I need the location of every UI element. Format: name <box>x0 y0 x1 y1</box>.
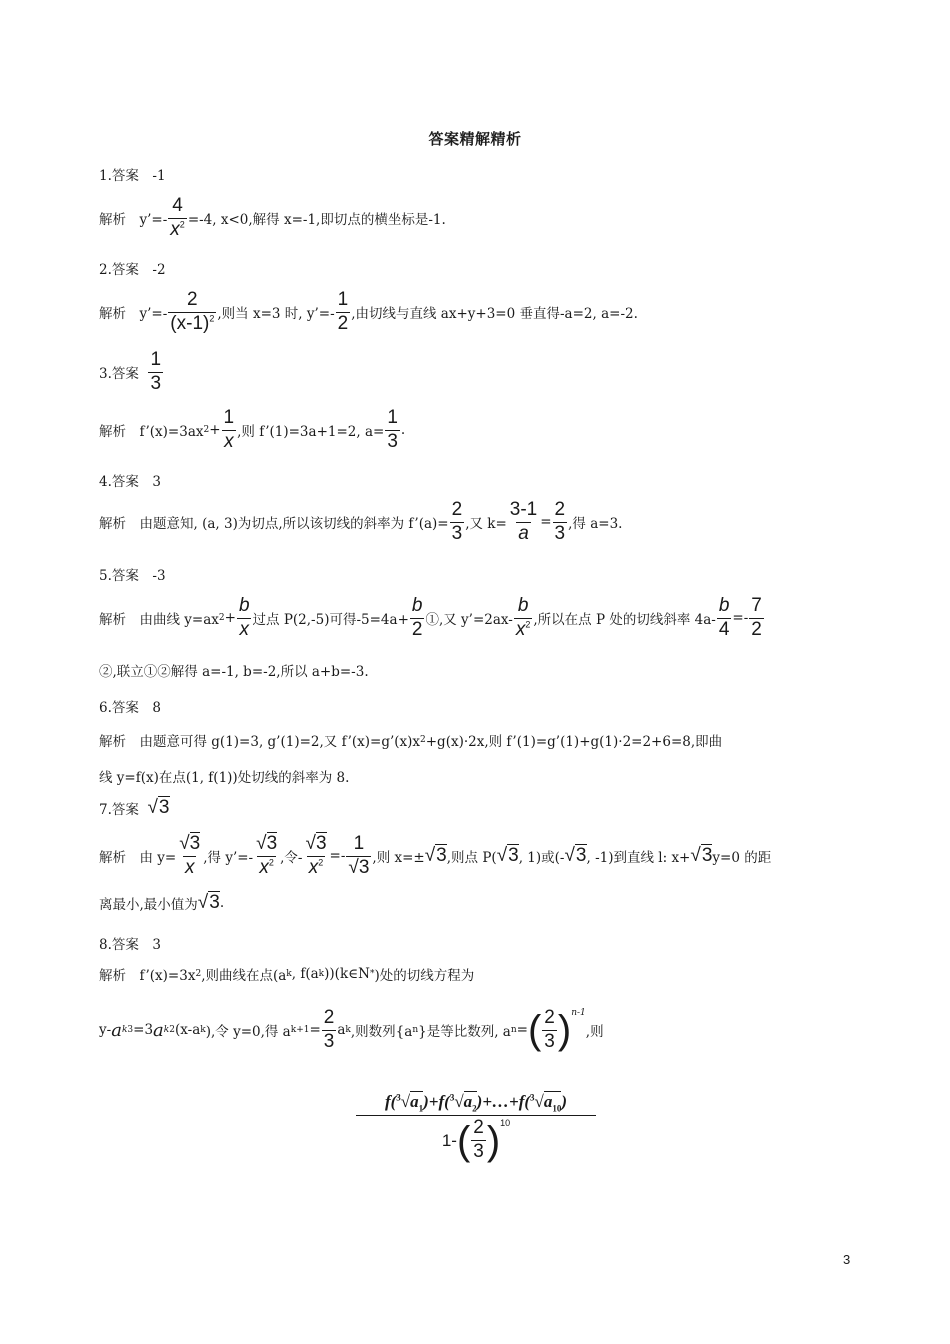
fraction: 1 2 <box>337 289 349 334</box>
q8-answer: 8.答案 3 <box>99 937 161 953</box>
fraction: $\frac{√3}{x}$ <box>179 833 201 878</box>
formula-numerator: $f(^3√a_1)+f(^3√a_2)+\dots+f(^3√a_{10})$ <box>384 1092 568 1114</box>
fraction: 1 √3 <box>348 833 370 878</box>
sqrt: √3 <box>197 892 220 913</box>
formula-denominator: 1- ( 2 3 ) $^{10}$ <box>356 1115 596 1163</box>
fraction: $\frac{2}{3}$ <box>323 1007 335 1052</box>
fraction: $\frac{1}{3}$ <box>387 407 398 452</box>
q5-analysis-line2: ②,联立①②解得 a=-1, b=-2,所以 a+b=-3. <box>99 664 369 680</box>
page-title: 答案精解精析 <box>428 130 522 148</box>
q2-answer: 2.答案 -2 <box>99 262 166 278</box>
sqrt: √3 <box>424 845 447 867</box>
sqrt: √3 <box>564 845 587 867</box>
fraction: $\frac{b}{4}$ <box>718 595 730 640</box>
page-number: 3 <box>843 1252 851 1267</box>
fraction: b $x^2$ <box>515 595 531 640</box>
fraction: $\frac{2}{3}$ <box>554 499 566 544</box>
q1-analysis: 解析 y’=- $\frac{4}{x^2}$ =-4, x<0,解得 x=-1,即切点的横坐标是-1. <box>99 195 446 240</box>
q2-analysis: 解析 y’=- 2 $(x-1)^2$ ,则当 x=3 时, y’=- 1 2 ,由切线与直线 ax+y+3=0 垂直得-a=2, a=-2. <box>99 289 638 334</box>
q4-answer: 4.答案 3 <box>99 474 161 490</box>
fraction: $\frac{b}{x}$ <box>238 595 250 640</box>
fraction: $\frac{b}{2}$ <box>411 595 423 640</box>
q7-analysis-line2: 离最小,最小值为 √3 . <box>99 892 225 913</box>
q7-analysis: 解析 由 y= $\frac{√3}{x}$ ,得 y’=- √3 $x^2$ ,令- $\frac{√3}{x^2}$ =- 1 √3 ,则 x=± √3 ,则点 P( √3 , 1)或(- √3 , -1)到直线 l: x+ √3 y=0 的距 <box>99 833 772 878</box>
q8-analysis-line2: y- a k 3 =3 a k 2 (x-a k ),令 y=0,得 a k+1 = $\frac{2}{3}$ a k ,则数列{a n }是等比数列, a n = ( 2 3 ) $^{n-1}$ ,则 <box>99 1007 604 1053</box>
fraction: 2 3 <box>473 1117 484 1163</box>
fraction: √3 $x^2$ <box>256 833 278 878</box>
q7-answer: 7.答案 √3 <box>99 797 170 818</box>
sqrt: √3 <box>147 797 170 818</box>
q5-answer: 5.答案 -3 <box>99 568 166 584</box>
fraction: $\frac{√3}{x^2}$ <box>305 833 327 878</box>
q8-analysis: 解析 f’(x)=3x 2 ,则曲线在点(a k , f(a k ))(k∈N * )处的切线方程为 <box>99 966 475 984</box>
q6-analysis: 解析 由题意可得 g(1)=3, g’(1)=2,又 f’(x)=g’(x)x 2 +g(x)·2x,则 f’(1)=g’(1)+g(1)·2=2+6=8,即曲 <box>99 734 723 750</box>
q6-analysis-line2: 线 y=f(x)在点(1, f(1))处切线的斜率为 8. <box>99 770 350 786</box>
sqrt: √3 <box>496 845 519 867</box>
fraction: 2 3 <box>544 1007 555 1052</box>
fraction: $\frac{3-1}{a}$ <box>509 499 538 544</box>
formula-fraction <box>356 1092 596 1163</box>
fraction: $\frac{2}{3}$ <box>451 499 463 544</box>
q3-analysis: 解析 f’(x)=3ax 2 + $\frac{1}{x}$ ,则 f’(1)=3a+1=2, a= $\frac{1}{3}$ . <box>99 407 406 452</box>
q6-answer: 6.答案 8 <box>99 700 161 716</box>
q1-answer: 1.答案 -1 <box>99 168 166 184</box>
fraction: $\frac{1}{x}$ <box>223 407 235 452</box>
fraction: 1 3 <box>150 349 162 394</box>
fraction: $\frac{4}{x^2}$ <box>170 195 185 240</box>
q4-analysis: 解析 由题意知, (a, 3)为切点,所以该切线的斜率为 f’(a)= $\frac{2}{3}$ ,又 k= $\frac{3-1}{a}$ = $\frac{2}{3}$ ,得 a=3. <box>99 499 623 544</box>
sqrt: √3 <box>690 845 713 867</box>
fraction: 2 $(x-1)^2$ <box>170 289 215 334</box>
q5-analysis: 解析 由曲线 y=ax 2 + $\frac{b}{x}$ 过点 P(2,-5)可得-5=4a+ $\frac{b}{2}$ ①,又 y’=2ax- b $x^2$ ,所以在点 P 处的切线斜率 4a- $\frac{b}{4}$ =- 7 2 <box>99 595 762 640</box>
q3-answer: 3.答案 1 3 <box>99 349 162 394</box>
fraction: 7 2 <box>751 595 762 640</box>
